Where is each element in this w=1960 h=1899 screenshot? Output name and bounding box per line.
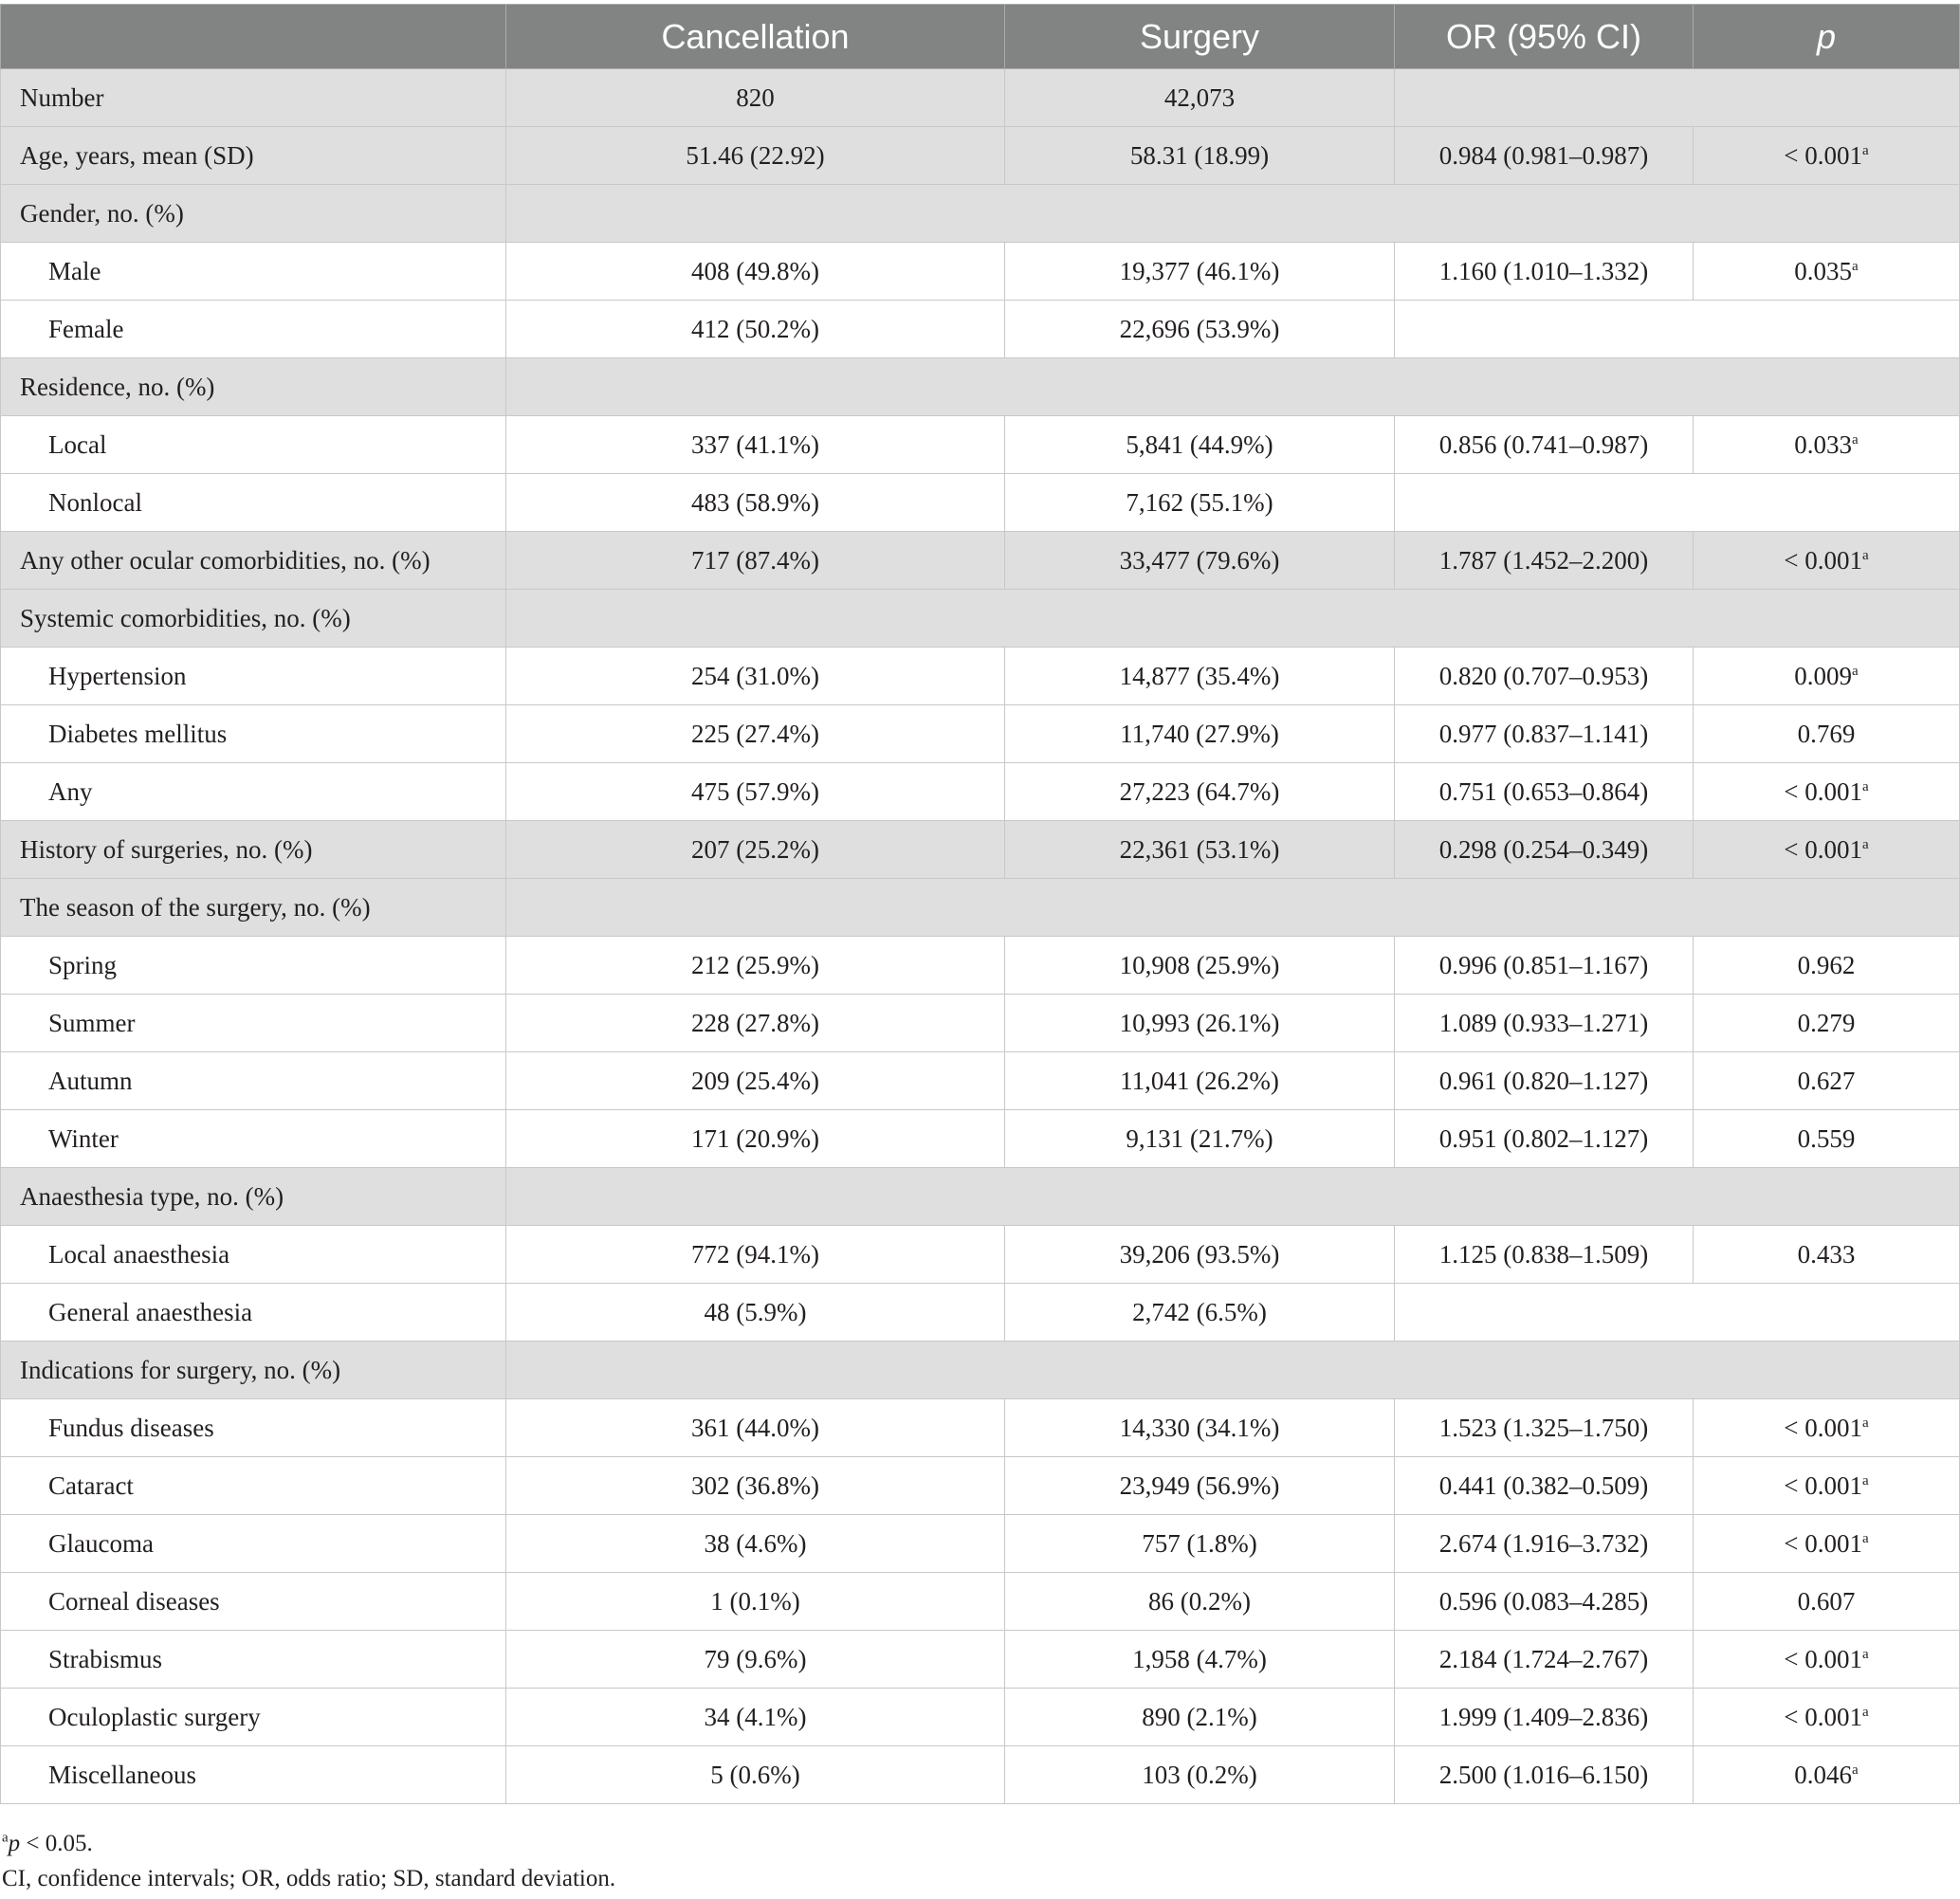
surgery-cell: 11,041 (26.2%) [1005, 1052, 1395, 1110]
or-ci-cell: 1.787 (1.452–2.200) [1395, 532, 1694, 590]
abbreviations-note: CI, confidence intervals; OR, odds ratio; SD, standard deviation. [2, 1866, 616, 1891]
surgery-cell: 757 (1.8%) [1005, 1515, 1395, 1573]
row-label: Corneal diseases [1, 1573, 506, 1631]
row-label: Anaesthesia type, no. (%) [1, 1168, 506, 1226]
cancellation-cell: 48 (5.9%) [506, 1284, 1005, 1342]
or-ci-cell: 0.820 (0.707–0.953) [1395, 648, 1694, 705]
cancellation-cell: 38 (4.6%) [506, 1515, 1005, 1573]
p-value: 0.627 [1797, 1066, 1856, 1095]
cancellation-cell: 408 (49.8%) [506, 243, 1005, 301]
surgery-cell: 1,958 (4.7%) [1005, 1631, 1395, 1689]
cancellation-cell: 209 (25.4%) [506, 1052, 1005, 1110]
table-row [1, 1110, 1960, 1168]
table-row [1, 474, 1960, 532]
cancellation-cell: 337 (41.1%) [506, 416, 1005, 474]
section-row [1, 1342, 1960, 1399]
cancellation-cell: 475 (57.9%) [506, 763, 1005, 821]
row-label: Local anaesthesia [1, 1226, 506, 1284]
table-row [1, 1746, 1960, 1804]
row-label: Nonlocal [1, 474, 506, 532]
p-value: < 0.001 [1784, 1470, 1863, 1500]
significance-marker: a [1852, 1762, 1859, 1778]
header-surgery: Surgery [1005, 5, 1395, 69]
cancellation-cell: 302 (36.8%) [506, 1457, 1005, 1515]
surgery-cell: 14,330 (34.1%) [1005, 1399, 1395, 1457]
p-value: < 0.001 [1784, 834, 1863, 864]
or-ci-cell: 0.441 (0.382–0.509) [1395, 1457, 1694, 1515]
surgery-cell: 39,206 (93.5%) [1005, 1226, 1395, 1284]
header-label [1, 5, 506, 69]
row-label: Strabismus [1, 1631, 506, 1689]
header-or-ci: OR (95% CI) [1395, 5, 1694, 69]
p-value: 0.279 [1797, 1008, 1856, 1037]
p-value: < 0.001 [1784, 1702, 1863, 1731]
or-ci-cell: 2.184 (1.724–2.767) [1395, 1631, 1694, 1689]
section-empty-cell [506, 1342, 1960, 1399]
row-label: Local [1, 416, 506, 474]
section-empty-cell [506, 185, 1960, 243]
empty-cell [1395, 474, 1960, 532]
p-value: < 0.001 [1784, 776, 1863, 806]
table-row [1, 763, 1960, 821]
table-row [1, 1226, 1960, 1284]
p-value-cell [1694, 648, 1960, 705]
row-label: Systemic comorbidities, no. (%) [1, 590, 506, 648]
section-empty-cell [506, 879, 1960, 937]
table-row [1, 416, 1960, 474]
significance-note [2, 1826, 615, 1861]
footnote-threshold: < 0.05. [20, 1831, 93, 1856]
row-label: Age, years, mean (SD) [1, 127, 506, 185]
p-value-cell [1694, 532, 1960, 590]
p-value-cell [1694, 763, 1960, 821]
or-ci-cell: 0.977 (0.837–1.141) [1395, 705, 1694, 763]
p-value-cell [1694, 1052, 1960, 1110]
table-footnotes [2, 1826, 615, 1896]
row-label: Spring [1, 937, 506, 995]
surgery-cell: 86 (0.2%) [1005, 1573, 1395, 1631]
table-row [1, 1515, 1960, 1573]
row-label: The season of the surgery, no. (%) [1, 879, 506, 937]
significance-marker: a [1862, 1704, 1869, 1720]
surgery-cell: 22,696 (53.9%) [1005, 301, 1395, 358]
surgery-cell: 9,131 (21.7%) [1005, 1110, 1395, 1168]
section-row [1, 590, 1960, 648]
surgery-cell: 10,908 (25.9%) [1005, 937, 1395, 995]
surgery-cell: 11,740 (27.9%) [1005, 705, 1395, 763]
surgery-cell: 10,993 (26.1%) [1005, 995, 1395, 1052]
or-ci-cell: 1.523 (1.325–1.750) [1395, 1399, 1694, 1457]
or-ci-cell: 0.961 (0.820–1.127) [1395, 1052, 1694, 1110]
section-row [1, 1168, 1960, 1226]
row-label: Male [1, 243, 506, 301]
p-value: 0.009 [1794, 661, 1853, 690]
table-row [1, 1052, 1960, 1110]
header-p: p [1694, 5, 1960, 69]
row-label: General anaesthesia [1, 1284, 506, 1342]
significance-marker: a [1862, 142, 1869, 158]
p-value-cell [1694, 821, 1960, 879]
surgery-cell: 890 (2.1%) [1005, 1689, 1395, 1746]
cancellation-cell: 717 (87.4%) [506, 532, 1005, 590]
surgery-cell: 23,949 (56.9%) [1005, 1457, 1395, 1515]
table-row [1, 1631, 1960, 1689]
row-label: Gender, no. (%) [1, 185, 506, 243]
or-ci-cell: 0.996 (0.851–1.167) [1395, 937, 1694, 995]
section-empty-cell [506, 1168, 1960, 1226]
or-ci-cell: 1.089 (0.933–1.271) [1395, 995, 1694, 1052]
p-value-cell [1694, 1110, 1960, 1168]
surgery-cell: 14,877 (35.4%) [1005, 648, 1395, 705]
table-row [1, 69, 1960, 127]
p-value-cell [1694, 416, 1960, 474]
p-value: < 0.001 [1784, 545, 1863, 575]
row-label: Autumn [1, 1052, 506, 1110]
p-value: < 0.001 [1784, 1413, 1863, 1442]
table-row [1, 821, 1960, 879]
row-label: Indications for surgery, no. (%) [1, 1342, 506, 1399]
empty-cell [1395, 69, 1960, 127]
or-ci-cell: 0.298 (0.254–0.349) [1395, 821, 1694, 879]
significance-marker: a [1862, 836, 1869, 852]
row-label: Miscellaneous [1, 1746, 506, 1804]
significance-marker: a [1862, 778, 1869, 794]
cancellation-cell: 207 (25.2%) [506, 821, 1005, 879]
p-value: 0.046 [1794, 1760, 1853, 1789]
empty-cell [1395, 301, 1960, 358]
or-ci-cell: 0.951 (0.802–1.127) [1395, 1110, 1694, 1168]
or-ci-cell: 0.751 (0.653–0.864) [1395, 763, 1694, 821]
table-row [1, 243, 1960, 301]
p-value: 0.033 [1794, 429, 1853, 459]
table-row [1, 648, 1960, 705]
table-row [1, 1689, 1960, 1746]
p-value: 0.035 [1794, 256, 1853, 285]
or-ci-cell: 0.856 (0.741–0.987) [1395, 416, 1694, 474]
section-empty-cell [506, 358, 1960, 416]
p-value-cell [1694, 1746, 1960, 1804]
p-value: < 0.001 [1784, 1528, 1863, 1558]
section-row [1, 358, 1960, 416]
section-row [1, 879, 1960, 937]
row-label: Cataract [1, 1457, 506, 1515]
row-label: Fundus diseases [1, 1399, 506, 1457]
empty-cell [1395, 1284, 1960, 1342]
or-ci-cell: 1.125 (0.838–1.509) [1395, 1226, 1694, 1284]
header-cancellation: Cancellation [506, 5, 1005, 69]
cancellation-cell: 483 (58.9%) [506, 474, 1005, 532]
p-value: 0.433 [1797, 1239, 1856, 1269]
cancellation-cell: 1 (0.1%) [506, 1573, 1005, 1631]
surgery-cell: 27,223 (64.7%) [1005, 763, 1395, 821]
table-row [1, 1399, 1960, 1457]
row-label: Female [1, 301, 506, 358]
table-row [1, 705, 1960, 763]
p-value-cell [1694, 1573, 1960, 1631]
significance-marker: a [1852, 663, 1859, 679]
p-value: < 0.001 [1784, 140, 1863, 170]
p-value-cell [1694, 1631, 1960, 1689]
row-label: Summer [1, 995, 506, 1052]
significance-marker: a [1852, 431, 1859, 447]
row-label: Hypertension [1, 648, 506, 705]
cancellation-cell: 51.46 (22.92) [506, 127, 1005, 185]
significance-marker: a [1862, 1646, 1869, 1662]
section-row [1, 185, 1960, 243]
cancellation-cell: 5 (0.6%) [506, 1746, 1005, 1804]
footnote-marker: a [2, 1830, 9, 1846]
surgery-cell: 103 (0.2%) [1005, 1746, 1395, 1804]
cancellation-cell: 820 [506, 69, 1005, 127]
or-ci-cell: 2.500 (1.016–6.150) [1395, 1746, 1694, 1804]
surgery-cell: 2,742 (6.5%) [1005, 1284, 1395, 1342]
or-ci-cell: 1.999 (1.409–2.836) [1395, 1689, 1694, 1746]
row-label: Diabetes mellitus [1, 705, 506, 763]
or-ci-cell: 2.674 (1.916–3.732) [1395, 1515, 1694, 1573]
table-row [1, 937, 1960, 995]
p-value-cell [1694, 243, 1960, 301]
footnote-p-symbol: p [8, 1831, 21, 1856]
table-row [1, 1573, 1960, 1631]
cancellation-cell: 225 (27.4%) [506, 705, 1005, 763]
row-label: Glaucoma [1, 1515, 506, 1573]
row-label: Any [1, 763, 506, 821]
cancellation-cell: 412 (50.2%) [506, 301, 1005, 358]
section-empty-cell [506, 590, 1960, 648]
cancellation-cell: 212 (25.9%) [506, 937, 1005, 995]
table-row [1, 301, 1960, 358]
table-row [1, 1284, 1960, 1342]
table-body [1, 69, 1960, 1804]
surgery-cell: 33,477 (79.6%) [1005, 532, 1395, 590]
row-label: Any other ocular comorbidities, no. (%) [1, 532, 506, 590]
surgery-cell: 5,841 (44.9%) [1005, 416, 1395, 474]
row-label: Number [1, 69, 506, 127]
or-ci-cell: 0.596 (0.083–4.285) [1395, 1573, 1694, 1631]
table-row [1, 1457, 1960, 1515]
cancellation-cell: 171 (20.9%) [506, 1110, 1005, 1168]
row-label: Oculoplastic surgery [1, 1689, 506, 1746]
row-label: History of surgeries, no. (%) [1, 821, 506, 879]
p-value: 0.769 [1797, 719, 1856, 748]
row-label: Winter [1, 1110, 506, 1168]
table-row [1, 532, 1960, 590]
p-value-cell [1694, 127, 1960, 185]
significance-marker: a [1862, 1530, 1869, 1546]
p-value-cell [1694, 1515, 1960, 1573]
p-value-cell [1694, 1226, 1960, 1284]
significance-marker: a [1862, 1472, 1869, 1488]
or-ci-cell: 1.160 (1.010–1.332) [1395, 243, 1694, 301]
p-value: < 0.001 [1784, 1644, 1863, 1673]
table-row [1, 127, 1960, 185]
p-value-cell [1694, 995, 1960, 1052]
surgery-cell: 22,361 (53.1%) [1005, 821, 1395, 879]
significance-marker: a [1852, 258, 1859, 274]
row-label: Residence, no. (%) [1, 358, 506, 416]
p-value-cell [1694, 705, 1960, 763]
cancellation-cell: 34 (4.1%) [506, 1689, 1005, 1746]
p-value-cell [1694, 1457, 1960, 1515]
table-row [1, 995, 1960, 1052]
surgery-cell: 58.31 (18.99) [1005, 127, 1395, 185]
or-ci-cell: 0.984 (0.981–0.987) [1395, 127, 1694, 185]
cancellation-cell: 772 (94.1%) [506, 1226, 1005, 1284]
cancellation-cell: 254 (31.0%) [506, 648, 1005, 705]
p-value-cell [1694, 1689, 1960, 1746]
results-table [0, 4, 1960, 1804]
surgery-cell: 42,073 [1005, 69, 1395, 127]
significance-marker: a [1862, 547, 1869, 563]
surgery-cell: 19,377 (46.1%) [1005, 243, 1395, 301]
significance-marker: a [1862, 1415, 1869, 1431]
cancellation-cell: 361 (44.0%) [506, 1399, 1005, 1457]
cancellation-cell: 228 (27.8%) [506, 995, 1005, 1052]
p-value: 0.607 [1797, 1586, 1856, 1616]
p-value-cell [1694, 937, 1960, 995]
p-value: 0.559 [1797, 1123, 1856, 1153]
p-value: 0.962 [1797, 950, 1856, 979]
cancellation-cell: 79 (9.6%) [506, 1631, 1005, 1689]
p-value-cell [1694, 1399, 1960, 1457]
surgery-cell: 7,162 (55.1%) [1005, 474, 1395, 532]
header-row [1, 5, 1960, 69]
